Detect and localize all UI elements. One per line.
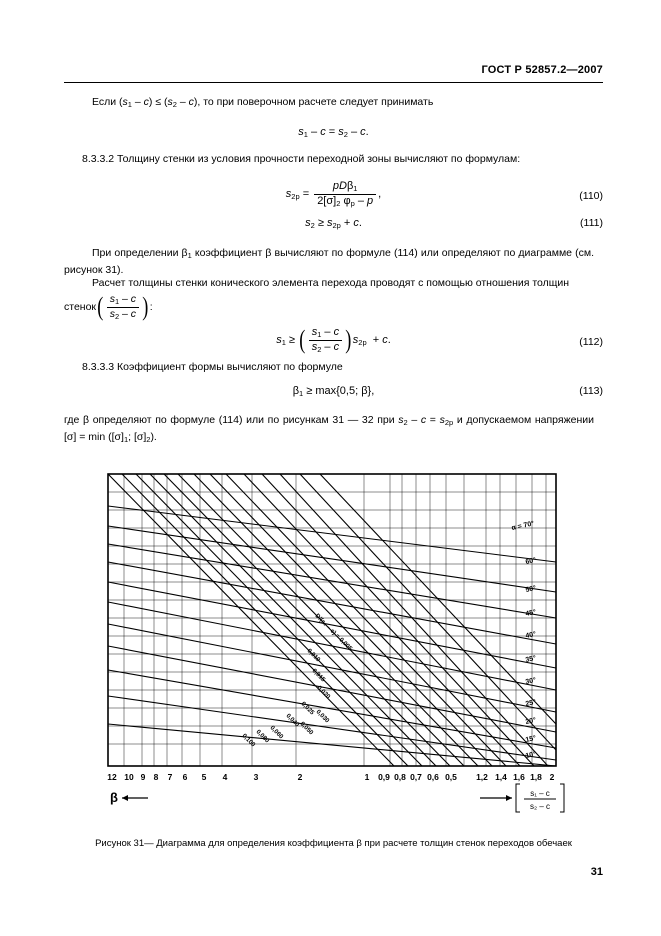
paragraph-thickness-ratio: Расчет толщины стенки конического элемента перехода проводят с помощью отношения толщин: [92, 277, 570, 289]
page-header-standard: ГОСТ Р 52857.2—2007: [481, 64, 603, 76]
svg-text:3: 3: [253, 772, 259, 782]
paragraph-thickness-ratio-cont: стенок( $\frac{s_1 - c}{s_2 - c}$ ):: [64, 292, 153, 322]
svg-text:7: 7: [167, 772, 173, 782]
svg-text:1,6: 1,6: [513, 772, 525, 782]
svg-text:35°: 35°: [524, 654, 537, 664]
svg-text:25°: 25°: [524, 698, 537, 708]
svg-text:β: β: [110, 790, 118, 805]
svg-text:s₂ – c: s₂ – c: [530, 802, 550, 811]
svg-text:1,8: 1,8: [530, 772, 542, 782]
figure-caption: Рисунок 31— Диаграмма для определения коэффициента β при расчете толщин стенок переходов обечаек: [95, 838, 572, 849]
svg-text:4: 4: [222, 772, 228, 782]
paragraph-condition: Если $(s_1 - c) \le (s_2 - c)$, то при поверочном расчете следует принимать: [92, 96, 434, 110]
svg-text:0,050: 0,050: [298, 720, 315, 737]
svg-text:0,020: 0,020: [315, 684, 332, 701]
paragraph-beta1-definition: При определении $\beta_1$ коэффициент β вычисляют по формуле (114) или определяют по диаграмме (см. рисунок 31).: [64, 247, 595, 277]
header-rule: [64, 82, 603, 83]
svg-text:0,080: 0,080: [254, 728, 271, 745]
x-axis-label-beta: [110, 790, 148, 805]
equation-110: $s_{2p}$ = $\frac{pD\beta_1}{2[\sigma]_2 \varphi_p - p}$ , (110): [285, 180, 603, 208]
curve-label-d-ratio: D/(s₂ – c) = 0,005: [313, 612, 354, 653]
svg-text:50°: 50°: [524, 584, 537, 594]
svg-text:0,9: 0,9: [378, 772, 390, 782]
svg-text:6: 6: [182, 772, 188, 782]
equation-s1c-eq-s2c: $s_1 - c = s_2 - c$.: [298, 126, 369, 140]
svg-text:5: 5: [201, 772, 207, 782]
equation-112-number: (112): [579, 336, 603, 348]
svg-text:2: 2: [297, 772, 303, 782]
svg-text:0,040: 0,040: [284, 712, 301, 729]
svg-text:1: 1: [364, 772, 370, 782]
equation-111: $s_2 \ge s_{2p} + c$. (111): [305, 217, 603, 231]
equation-113-number: (113): [579, 385, 603, 397]
svg-text:40°: 40°: [524, 630, 537, 640]
svg-text:10°: 10°: [524, 750, 537, 760]
svg-text:8: 8: [153, 772, 159, 782]
svg-text:0,5: 0,5: [445, 772, 457, 782]
svg-text:1,4: 1,4: [495, 772, 507, 782]
svg-text:45°: 45°: [524, 608, 537, 618]
svg-text:0,7: 0,7: [410, 772, 422, 782]
figure-31-chart: [64, 466, 604, 821]
svg-text:0,025: 0,025: [299, 700, 316, 717]
svg-text:0,100: 0,100: [240, 732, 257, 749]
svg-text:10: 10: [124, 772, 134, 782]
equation-111-number: (111): [580, 217, 603, 229]
equation-112: $s_1$ ≥ ( $\frac{s_1 - c}{s_2 - c}$ )$s_{2p} + c$. (112): [276, 325, 603, 355]
paragraph-beta-formula-ref: где β определяют по формуле (114) или по рисункам 31 — 32 при $s_2 - c = s_{2p}$ и допускаемом напряжении $[\sigma] = \min ([\sigma]_1$; $[\sigma]_2$).: [64, 414, 594, 445]
equation-110-number: (110): [579, 190, 603, 202]
svg-text:60°: 60°: [524, 556, 537, 566]
figure-31: [64, 466, 604, 821]
equation-113: $\beta_1 \ge \max\{0,5$; β}, (113): [292, 385, 603, 399]
x-axis-label-ratio: [480, 784, 564, 812]
svg-text:0,010: 0,010: [305, 647, 322, 664]
svg-text:30°: 30°: [524, 676, 537, 686]
x-tick-right: 1,2: [476, 772, 488, 782]
paragraph-8-3-3-3: 8.3.3.3 Коэффициент формы вычисляют по формуле: [82, 361, 343, 373]
svg-text:s₁ – c: s₁ – c: [530, 789, 550, 798]
svg-text:0,015: 0,015: [310, 667, 327, 684]
svg-text:0,030: 0,030: [314, 708, 331, 725]
x-tick: 12: [107, 772, 117, 782]
svg-text:2: 2: [549, 772, 555, 782]
svg-text:0,6: 0,6: [427, 772, 439, 782]
paragraph-8-3-3-2: 8.3.3.2 Толщину стенки из условия прочности переходной зоны вычисляют по формулам:: [82, 153, 521, 165]
svg-text:0,8: 0,8: [394, 772, 406, 782]
svg-text:9: 9: [140, 772, 146, 782]
page-number: 31: [590, 866, 603, 878]
svg-text:15°: 15°: [524, 734, 537, 744]
svg-text:0,060: 0,060: [268, 724, 285, 741]
curve-label-alpha: α = 70°: [510, 520, 535, 532]
svg-text:20°: 20°: [524, 716, 537, 726]
